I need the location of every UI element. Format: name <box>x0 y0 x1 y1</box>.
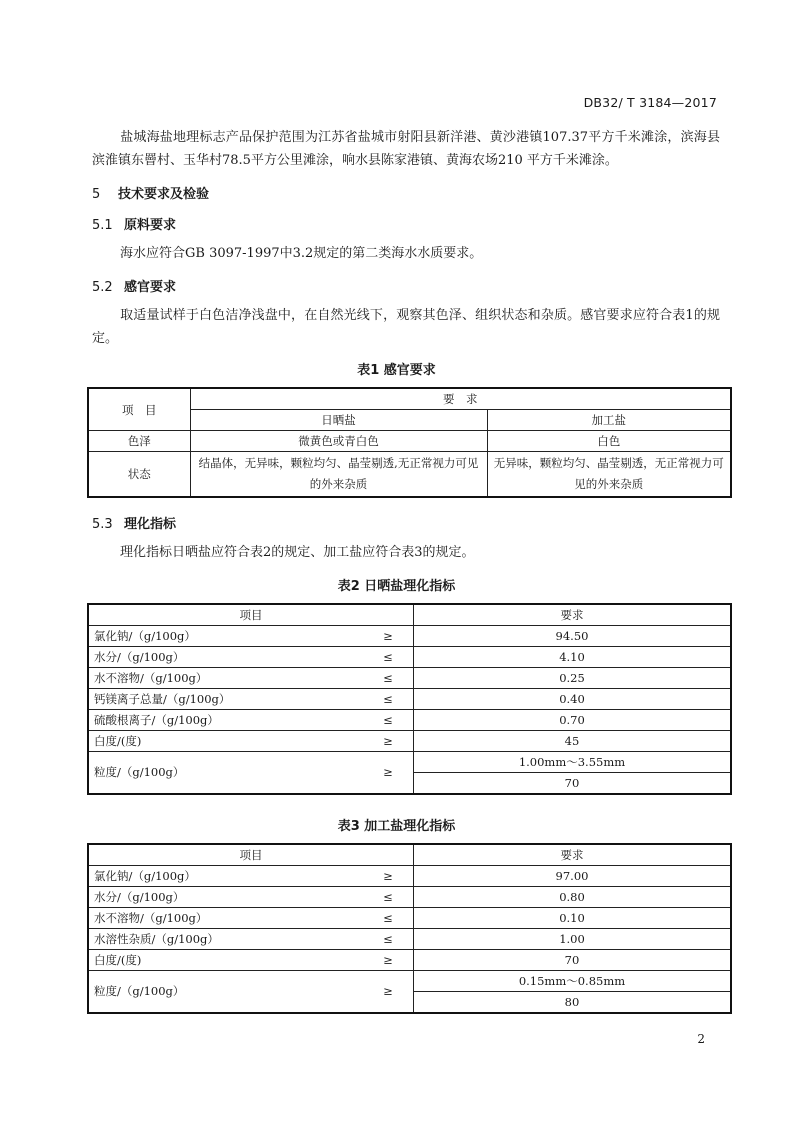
table-row <box>88 866 731 887</box>
table-cell: 状态 <box>88 452 190 498</box>
table-header-processed: 加工盐 <box>487 410 731 431</box>
table-cell: 白度/(度) <box>88 731 363 752</box>
table-row <box>88 604 731 626</box>
standard-code: DB32/ T 3184—2017 <box>583 95 717 110</box>
table-cell: 0.80 <box>414 887 732 908</box>
intro-text: 盐城海盐地理标志产品保护范围为江苏省盐城市射阳县新洋港、黄沙港镇107.37平方千米滩涂，滨海县滨淮镇东罾村、玉华村78.5平方公里滩涂，响水县陈家港镇、黄海农场210 平方千米滩涂。 <box>92 130 720 168</box>
table-header-item: 项目 <box>88 604 414 626</box>
table-cell: ≥ <box>363 731 414 752</box>
table-cell: ≤ <box>363 929 414 950</box>
table-row <box>88 668 731 689</box>
table-row <box>88 752 731 773</box>
table-cell: 4.10 <box>414 647 732 668</box>
table-cell: 氯化钠/（g/100g） <box>88 626 363 647</box>
table-header-requirement: 要求 <box>414 844 732 866</box>
table-row <box>88 452 731 498</box>
table-row <box>88 626 731 647</box>
table-2-sun-dried-salt <box>87 603 732 795</box>
table-cell: 无异味，颗粒均匀、晶莹剔透，无正常视力可见的外来杂质 <box>487 452 731 498</box>
table-2-title: 表2 日晒盐理化指标 <box>337 579 456 594</box>
table-row <box>88 710 731 731</box>
table-cell: 色泽 <box>88 431 190 452</box>
table-cell: ≥ <box>363 752 414 795</box>
table-cell: 0.25 <box>414 668 732 689</box>
table-cell: ≤ <box>363 668 414 689</box>
table-row <box>88 929 731 950</box>
table-row <box>88 844 731 866</box>
table-cell: 硫酸根离子/（g/100g） <box>88 710 363 731</box>
table-cell: 45 <box>414 731 732 752</box>
table-cell: ≤ <box>363 908 414 929</box>
table-row <box>88 950 731 971</box>
table-1-title: 表1 感官要求 <box>357 363 436 378</box>
table-cell: 水分/（g/100g） <box>88 887 363 908</box>
section-5-1-heading: 5.1 原料要求 <box>92 218 177 233</box>
table-cell: 粒度/（g/100g） <box>88 752 363 795</box>
table-cell: 0.40 <box>414 689 732 710</box>
section-5-heading: 5 技术要求及检验 <box>92 187 210 202</box>
table-cell: 粒度/（g/100g） <box>88 971 363 1014</box>
table-cell: ≥ <box>363 626 414 647</box>
table-cell: ≤ <box>363 887 414 908</box>
table-cell: ≤ <box>363 710 414 731</box>
table-row <box>88 388 731 410</box>
table-cell: 0.70 <box>414 710 732 731</box>
table-cell: 1.00mm～3.55mm <box>414 752 732 773</box>
table-cell: 70 <box>414 950 732 971</box>
table-row <box>88 689 731 710</box>
table-cell: 钙镁离子总量/（g/100g） <box>88 689 363 710</box>
table-header-sun-dried: 日晒盐 <box>190 410 487 431</box>
table-row <box>88 647 731 668</box>
table-cell: 水不溶物/（g/100g） <box>88 908 363 929</box>
table-cell: 白色 <box>487 431 731 452</box>
table-header-requirement: 要求 <box>414 604 732 626</box>
table-cell: ≥ <box>363 866 414 887</box>
table-3-title: 表3 加工盐理化指标 <box>337 819 456 834</box>
table-cell: 80 <box>414 992 732 1014</box>
page-number: 2 <box>697 1032 705 1046</box>
table-header-requirement: 要 求 <box>190 388 731 410</box>
table-3-processed-salt <box>87 843 732 1014</box>
table-row <box>88 731 731 752</box>
table-cell: 白度/(度) <box>88 950 363 971</box>
section-5-1-paragraph: 海水应符合GB 3097-1997中3.2规定的第二类海水水质要求。 <box>120 246 483 261</box>
table-row <box>88 908 731 929</box>
table-cell: 水溶性杂质/（g/100g） <box>88 929 363 950</box>
table-cell: 氯化钠/（g/100g） <box>88 866 363 887</box>
table-cell: ≥ <box>363 950 414 971</box>
table-row <box>88 887 731 908</box>
table-cell: 97.00 <box>414 866 732 887</box>
table-cell: 0.10 <box>414 908 732 929</box>
table-header-item: 项 目 <box>88 388 190 431</box>
table-cell: 1.00 <box>414 929 732 950</box>
section-5-3-paragraph: 理化指标日晒盐应符合表2的规定、加工盐应符合表3的规定。 <box>120 545 475 560</box>
table-cell: 0.15mm～0.85mm <box>414 971 732 992</box>
section-5-2-paragraph: 取适量试样于白色洁净浅盘中，在自然光线下，观察其色泽、组织状态和杂质。感官要求应符合表1的规定。 <box>92 308 720 346</box>
table-cell: 水分/（g/100g） <box>88 647 363 668</box>
table-cell: 微黄色或青白色 <box>190 431 487 452</box>
table-row <box>88 971 731 992</box>
table-1-sensory <box>87 387 732 498</box>
section-5-2-heading: 5.2 感官要求 <box>92 280 177 295</box>
table-cell: ≤ <box>363 647 414 668</box>
section-5-3-heading: 5.3 理化指标 <box>92 517 177 532</box>
table-cell: 结晶体，无异味，颗粒均匀、晶莹剔透,无正常视力可见的外来杂质 <box>190 452 487 498</box>
table-cell: ≥ <box>363 971 414 1014</box>
table-cell: ≤ <box>363 689 414 710</box>
intro-paragraph <box>92 126 720 172</box>
table-row <box>88 431 731 452</box>
table-cell: 70 <box>414 773 732 795</box>
table-cell: 94.50 <box>414 626 732 647</box>
table-header-item: 项目 <box>88 844 414 866</box>
table-cell: 水不溶物/（g/100g） <box>88 668 363 689</box>
